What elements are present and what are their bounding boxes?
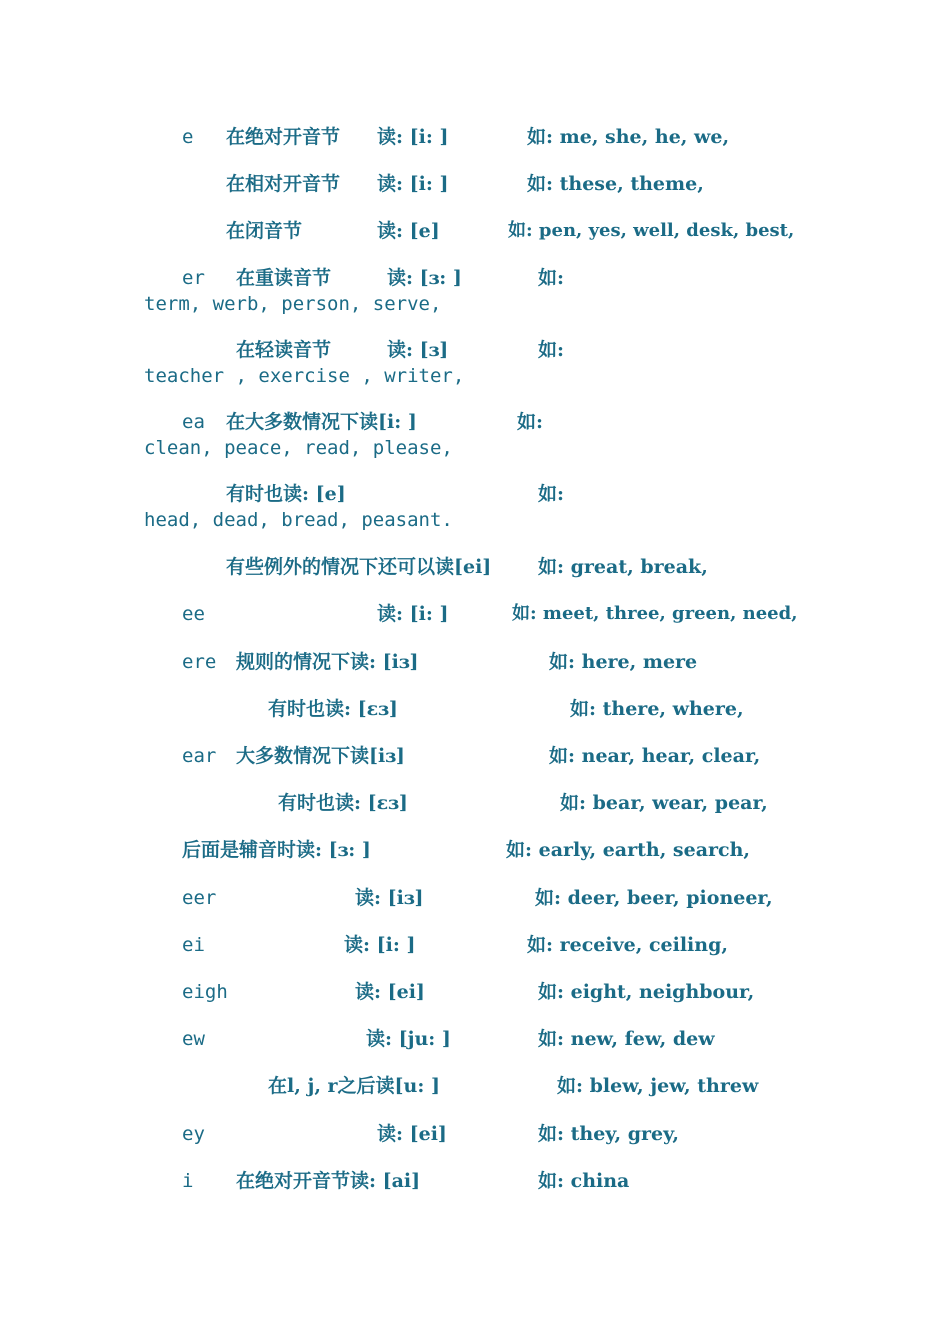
- entry-key: er: [182, 267, 205, 289]
- entry-context: 大多数情况下读[iɜ]: [236, 745, 405, 767]
- entry-examples: 如: these, theme,: [527, 173, 704, 195]
- entry-examples: 如: here, mere: [549, 651, 698, 673]
- entry-context: 在相对开音节: [226, 173, 341, 195]
- entry-reading: 读: [e]: [377, 220, 440, 242]
- entry-examples-wrap: term, werb, person, serve,: [144, 293, 442, 315]
- entry-context: 有些例外的情况下还可以读[ei]: [226, 556, 492, 578]
- entry-examples-wrap: clean, peace, read, please,: [144, 437, 453, 459]
- entry-reading: 读: [i: ]: [377, 603, 449, 625]
- entry-examples-wrap: teacher , exercise , writer,: [144, 365, 465, 387]
- entry-reading: 读: [i: ]: [344, 934, 416, 956]
- entry-key: ear: [182, 745, 217, 767]
- entry-context: 在大多数情况下读[i: ]: [226, 411, 417, 433]
- entry-examples: 如: deer, beer, pioneer,: [535, 887, 773, 909]
- entry-reading: 读: [ju: ]: [366, 1028, 451, 1050]
- entry-key: eer: [182, 887, 217, 909]
- entry-examples-wrap: head, dead, bread, peasant.: [144, 509, 453, 531]
- entry-examples: 如:: [538, 267, 565, 289]
- entry-key: ere: [182, 651, 217, 673]
- entry-key: i: [182, 1170, 194, 1192]
- entry-reading: 读: [ɜ]: [387, 339, 449, 361]
- entry-context: 在轻读音节: [236, 339, 332, 361]
- entry-examples: 如: meet, three, green, need,: [512, 603, 798, 624]
- entry-context: 在闭音节: [226, 220, 303, 242]
- entry-key: e: [182, 126, 194, 148]
- entry-context: 在绝对开音节: [226, 126, 341, 148]
- entry-reading: 读: [ei]: [355, 981, 425, 1003]
- entry-reading: 读: [ɜ: ]: [387, 267, 462, 289]
- entry-examples: 如:: [538, 339, 565, 361]
- entry-context: 在绝对开音节读: [ai]: [236, 1170, 421, 1192]
- entry-context: 后面是辅音时读: [ɜ: ]: [182, 839, 371, 861]
- entry-examples: 如: bear, wear, pear,: [560, 792, 768, 814]
- entry-examples: 如: eight, neighbour,: [538, 981, 755, 1003]
- entry-reading: 读: [i: ]: [377, 173, 449, 195]
- entry-examples: 如: receive, ceiling,: [527, 934, 728, 956]
- entry-examples: 如:: [538, 483, 565, 505]
- entry-examples: 如: they, grey,: [538, 1123, 679, 1145]
- entry-examples: 如:: [517, 411, 544, 433]
- entry-context: 在重读音节: [236, 267, 332, 289]
- entry-reading: 读: [ei]: [377, 1123, 447, 1145]
- entry-context: 在l, j, r之后读[u: ]: [268, 1075, 440, 1097]
- entry-examples: 如: early, earth, search,: [506, 839, 751, 861]
- entry-key: ei: [182, 934, 205, 956]
- entry-examples: 如: me, she, he, we,: [527, 126, 730, 148]
- entry-context: 规则的情况下读: [iɜ]: [236, 651, 419, 673]
- entry-reading: 读: [iɜ]: [355, 887, 424, 909]
- entry-key: ea: [182, 411, 205, 433]
- entry-examples: 如: great, break,: [538, 556, 708, 578]
- entry-examples: 如: blew, jew, threw: [557, 1075, 759, 1097]
- entry-context: 有时也读: [εɜ]: [268, 698, 398, 720]
- entry-examples: 如: china: [538, 1170, 630, 1192]
- entry-context: 有时也读: [e]: [226, 483, 346, 505]
- entry-context: 有时也读: [εɜ]: [278, 792, 408, 814]
- entry-key: ey: [182, 1123, 205, 1145]
- entry-examples: 如: near, hear, clear,: [549, 745, 761, 767]
- entry-reading: 读: [i: ]: [377, 126, 449, 148]
- entry-key: ee: [182, 603, 205, 625]
- entry-examples: 如: pen, yes, well, desk, best,: [508, 220, 795, 241]
- entry-examples: 如: new, few, dew: [538, 1028, 715, 1050]
- entry-key: ew: [182, 1028, 205, 1050]
- entry-examples: 如: there, where,: [570, 698, 744, 720]
- entry-key: eigh: [182, 981, 228, 1003]
